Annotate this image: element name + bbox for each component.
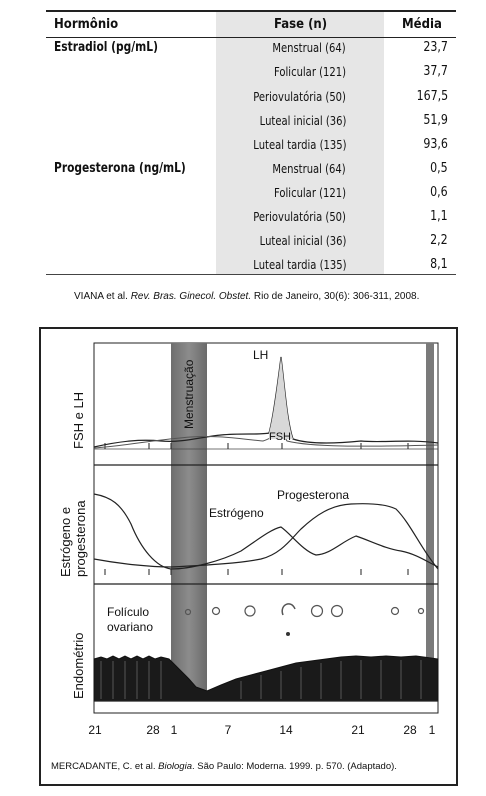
citation-book: Biologia <box>158 761 192 772</box>
header-hormone: Hormônio <box>54 17 119 32</box>
table-cell-mean: 0,6 <box>430 185 448 200</box>
x-tick-label: 21 <box>351 723 365 737</box>
citation-authors: MERCADANTE, C. et al. <box>51 761 159 772</box>
fsh-label: FSH <box>269 431 291 443</box>
hormone-progesterone: Progesterona (ng/mL) <box>54 161 186 176</box>
table-cell-mean: 2,2 <box>430 233 448 248</box>
menstruation-band-end <box>426 343 434 701</box>
x-tick-label: 1 <box>428 723 436 737</box>
x-tick-label: 7 <box>224 723 232 737</box>
table-cell-phase: Periovulatória (50) <box>253 89 346 104</box>
table-cell-mean: 23,7 <box>423 40 448 55</box>
panel-label-endometrium: Endométrio <box>71 632 86 699</box>
table-cell-phase: Luteal tardia (135) <box>252 257 346 272</box>
cycle-diagram <box>41 329 460 788</box>
table-cell-phase: Periovulatória (50) <box>253 209 346 224</box>
panel-label-estrogen-line1: Estrógeno e <box>58 506 73 577</box>
table-top-rule <box>46 10 456 12</box>
table-cell-phase: Luteal inicial (36) <box>259 233 346 248</box>
citation-details: Rio de Janeiro, 30(6): 306-311, 2008. <box>251 291 420 302</box>
table-citation <box>74 291 419 302</box>
menstruation-label: Menstruação <box>182 359 196 429</box>
follicle-label-line1: Folículo <box>107 605 150 619</box>
table-cell-phase: Folicular (121) <box>274 64 346 79</box>
menstrual-cycle-figure <box>39 327 458 786</box>
x-tick-label: 1 <box>170 723 178 737</box>
panel-label-estrogen-line2: progesterona <box>73 500 88 577</box>
table-cell-mean: 37,7 <box>423 64 448 79</box>
table-bottom-rule <box>46 274 456 275</box>
hormone-table <box>46 10 456 275</box>
x-tick-label: 14 <box>279 723 293 737</box>
x-tick-label: 21 <box>88 723 102 737</box>
header-phase: Fase (n) <box>274 17 328 32</box>
citation-details: . São Paulo: Moderna. 1999. p. 570. (Adaptado). <box>191 761 397 772</box>
ovum-icon <box>286 632 290 636</box>
progesterone-label: Progesterona <box>277 488 350 502</box>
table-cell-mean: 51,9 <box>423 113 448 128</box>
citation-journal: Rev. Bras. Ginecol. Obstet. <box>130 291 252 302</box>
table-cell-mean: 93,6 <box>423 137 448 152</box>
table-cell-phase: Menstrual (64) <box>272 40 346 55</box>
table-cell-phase: Menstrual (64) <box>272 161 346 176</box>
table-cell-phase: Luteal inicial (36) <box>259 113 346 128</box>
follicle-label-line2: ovariano <box>107 620 154 634</box>
citation-authors: VIANA et al. <box>74 291 131 302</box>
header-mean: Média <box>402 17 442 32</box>
table-cell-mean: 167,5 <box>416 89 448 104</box>
panel-label-fsh-lh: FSH e LH <box>71 391 86 449</box>
x-tick-label: 28 <box>146 723 160 737</box>
table-cell-mean: 8,1 <box>430 257 448 272</box>
lh-label: LH <box>253 348 269 362</box>
estrogen-label: Estrógeno <box>209 506 264 520</box>
x-tick-label: 28 <box>403 723 417 737</box>
table-header-rule <box>46 37 456 38</box>
table-cell-mean: 1,1 <box>430 209 448 224</box>
table-cell-mean: 0,5 <box>430 161 448 176</box>
table-cell-phase: Luteal tardia (135) <box>252 137 346 152</box>
table-cell-phase: Folicular (121) <box>274 185 346 200</box>
figure-citation <box>51 761 397 772</box>
hormone-estradiol: Estradiol (pg/mL) <box>54 40 158 55</box>
